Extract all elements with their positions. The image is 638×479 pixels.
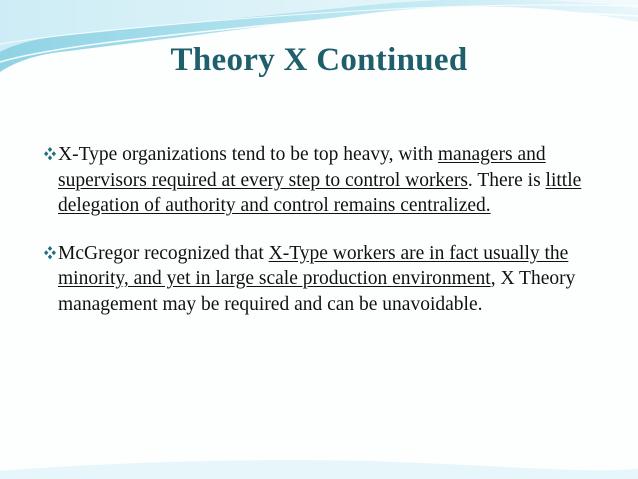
bullet-text — [58, 241, 604, 318]
underlined-text-run: managers and supervisors required at every step to control workers — [58, 144, 546, 191]
text-run: X-Type organizations tend to be top heavy, with — [58, 144, 438, 165]
underlined-text-run: little delegation of authority and control remains centralized. — [58, 169, 582, 216]
bullet-text — [58, 142, 604, 219]
underlined-text-run: X-Type workers are in fact usually the minority, and yet in large scale production environment — [58, 242, 569, 289]
text-run: McGregor recognized that — [58, 242, 269, 264]
text-run: , X Theory management may be required and can be unavoidable. — [58, 268, 576, 315]
text-run: . There is — [467, 169, 546, 191]
bullet-item — [44, 241, 604, 318]
bottom-wave-decoration — [0, 449, 638, 479]
diamond-bullet-icon — [44, 244, 56, 262]
slide-title: Theory X Continued — [170, 42, 468, 78]
bullet-item — [44, 142, 604, 219]
diamond-bullet-icon — [44, 145, 56, 163]
bullet-list — [44, 142, 604, 339]
